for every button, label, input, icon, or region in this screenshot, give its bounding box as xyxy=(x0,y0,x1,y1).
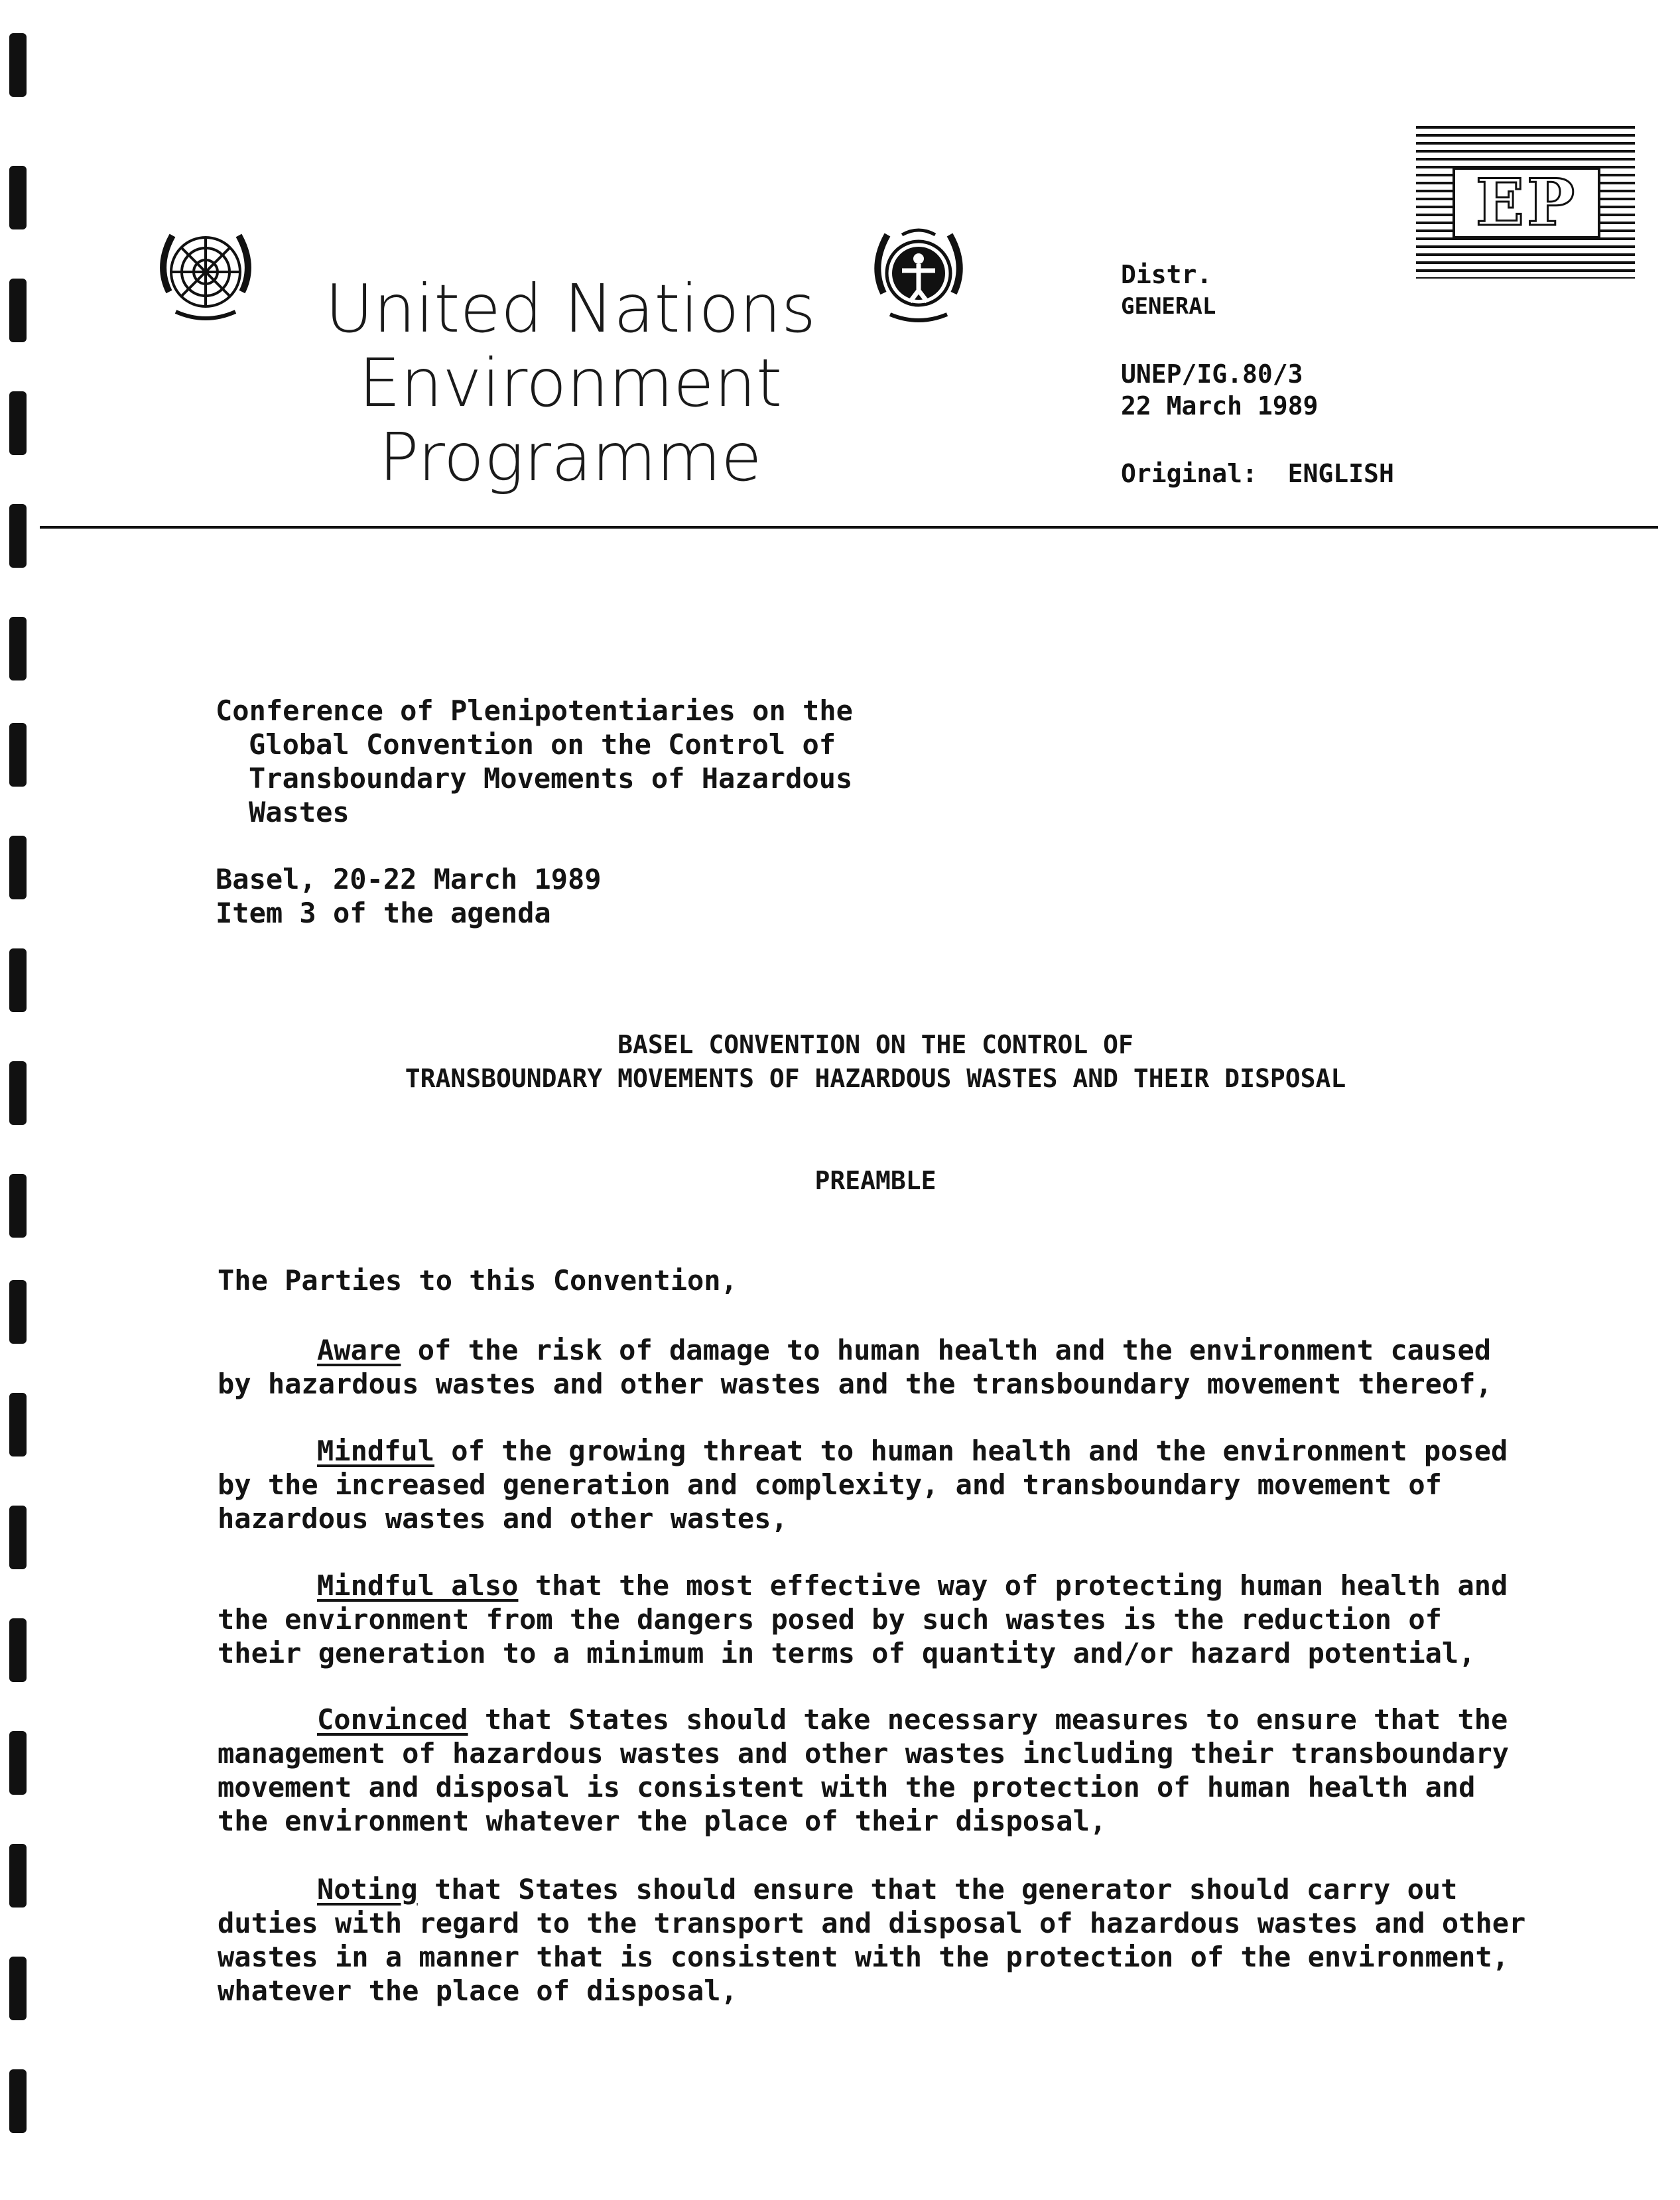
paragraph-line: management of hazardous wastes and other wastes including their transboundary xyxy=(218,1737,1510,1770)
preamble-opening: The Parties to this Convention, xyxy=(218,1264,738,1297)
paragraph-line: by hazardous wastes and other wastes and the transboundary movement thereof, xyxy=(218,1368,1492,1400)
ep-logo-text: EP xyxy=(1475,165,1578,240)
org-name-line1: United Nations xyxy=(324,270,816,348)
punch-hole xyxy=(9,2069,27,2133)
paragraph-line: of the risk of damage to human health and the environment caused xyxy=(401,1334,1492,1366)
punch-hole xyxy=(9,279,27,342)
org-name-line3: Programme xyxy=(379,419,762,496)
paragraph-line: whatever the place of disposal, xyxy=(218,1974,738,2007)
meeting-line-1: Conference of Plenipotentiaries on the xyxy=(216,694,853,727)
document-date: 22 March 1989 xyxy=(1121,391,1319,421)
keyword-mindful: Mindful xyxy=(317,1435,435,1467)
header-rule xyxy=(40,526,1658,529)
paragraph-line: by the increased generation and complexity, and transboundary movement of xyxy=(218,1468,1442,1501)
paragraph-line: movement and disposal is consistent with the protection of human health and xyxy=(218,1771,1476,1803)
punch-hole xyxy=(9,1393,27,1456)
paragraph-line: the environment whatever the place of their disposal, xyxy=(218,1805,1107,1837)
distribution-value: GENERAL xyxy=(1121,293,1216,320)
punch-hole xyxy=(9,33,27,97)
punch-hole xyxy=(9,391,27,455)
punch-hole xyxy=(9,1844,27,1908)
punch-hole xyxy=(9,1506,27,1569)
paragraph-line: duties with regard to the transport and disposal of hazardous wastes and other xyxy=(218,1907,1526,1939)
original-label: Original: xyxy=(1121,459,1258,488)
ep-logo-box xyxy=(1453,167,1600,239)
meeting-place-date: Basel, 20-22 March 1989 xyxy=(216,863,602,895)
paragraph-line: of the growing threat to human health and the environment posed xyxy=(434,1435,1508,1467)
original-value: ENGLISH xyxy=(1287,459,1394,488)
punch-hole xyxy=(9,1618,27,1682)
punch-hole xyxy=(9,1731,27,1795)
meeting-line-4: Wastes xyxy=(249,796,350,828)
punch-hole xyxy=(9,504,27,568)
punch-hole xyxy=(9,948,27,1012)
punch-hole xyxy=(9,1280,27,1344)
organization-name xyxy=(279,272,862,495)
keyword-noting: Noting xyxy=(317,1873,418,1906)
preamble-paragraph-convinced xyxy=(218,1703,1544,1838)
punch-hole xyxy=(9,166,27,229)
ep-logo xyxy=(1416,126,1635,279)
distribution-label: Distr. xyxy=(1121,260,1212,289)
preamble-paragraph-mindful-also xyxy=(218,1569,1544,1670)
agenda-item: Item 3 of the agenda xyxy=(216,897,551,929)
punch-hole xyxy=(9,836,27,899)
paragraph-line: wastes in a manner that is consistent with the protection of the environment, xyxy=(218,1941,1510,1973)
un-emblem-icon xyxy=(149,219,262,332)
paragraph-line: that the most effective way of protecting human health and xyxy=(518,1569,1508,1602)
org-name-line2: Environment xyxy=(358,344,783,422)
original-language xyxy=(1121,458,1394,489)
meeting-line-3: Transboundary Movements of Hazardous xyxy=(249,762,853,795)
document-symbol: UNEP/IG.80/3 xyxy=(1121,359,1303,389)
paragraph-line: that States should take necessary measures to ensure that the xyxy=(468,1703,1508,1736)
keyword-mindful-also: Mindful also xyxy=(317,1569,519,1602)
punch-hole xyxy=(9,617,27,680)
paragraph-line: that States should ensure that the generator should carry out xyxy=(417,1873,1458,1906)
section-heading: PREAMBLE xyxy=(814,1166,937,1195)
convention-title-line-2: TRANSBOUNDARY MOVEMENTS OF HAZARDOUS WASTES AND THEIR DISPOSAL xyxy=(405,1064,1346,1093)
punch-hole xyxy=(9,1957,27,2020)
keyword-aware: Aware xyxy=(317,1334,401,1366)
convention-title-line-1: BASEL CONVENTION ON THE CONTROL OF xyxy=(617,1030,1133,1059)
punch-hole xyxy=(9,723,27,787)
keyword-convinced: Convinced xyxy=(317,1703,468,1736)
preamble-paragraph-aware xyxy=(218,1333,1544,1401)
preamble-paragraph-noting xyxy=(218,1872,1544,2008)
unep-emblem-icon xyxy=(862,219,975,332)
paragraph-line: the environment from the dangers posed by such wastes is the reduction of xyxy=(218,1603,1442,1636)
preamble-paragraph-mindful xyxy=(218,1434,1544,1535)
paragraph-line: their generation to a minimum in terms of quantity and/or hazard potential, xyxy=(218,1637,1476,1669)
meeting-line-2: Global Convention on the Control of xyxy=(249,728,836,761)
paragraph-line: hazardous wastes and other wastes, xyxy=(218,1502,788,1535)
